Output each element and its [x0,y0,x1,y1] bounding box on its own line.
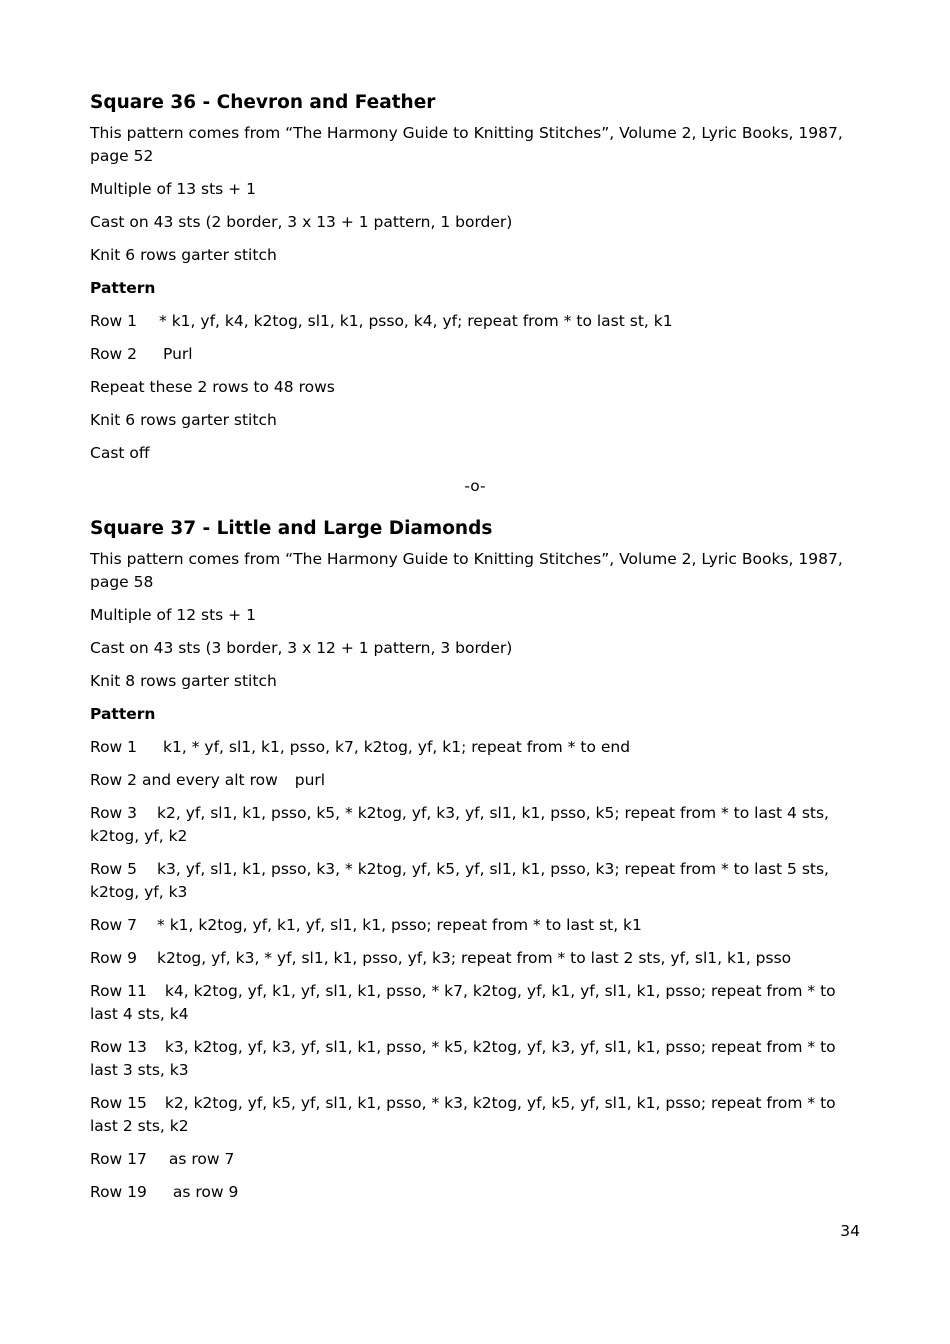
square-37-title: Square 37 - Little and Large Diamonds [90,518,493,539]
square-37-row [90,1092,860,1138]
square-37-row [90,1036,860,1082]
row-label: Row 9 [90,949,138,967]
section-separator: -o- [464,477,486,495]
row-label: Row 11 [90,982,147,1000]
row-text: k2, yf, sl1, k1, psso, k5, * k2tog, yf, k3, yf, sl1, k1, psso, k5; repeat from * to last 4 sts, k2tog, yf, k2 [90,804,829,845]
square-37-pattern-heading: Pattern [90,705,156,723]
square-36-cast-off: Cast off [90,444,150,462]
square-36-multiple: Multiple of 13 sts + 1 [90,180,256,198]
square-36-title: Square 36 - Chevron and Feather [90,92,436,113]
square-36-cast-on: Cast on 43 sts (2 border, 3 x 13 + 1 pattern, 1 border) [90,213,513,231]
row-text: purl [294,771,326,789]
square-37-row [90,769,860,792]
row-text: as row 9 [172,1183,239,1201]
row-text: k2tog, yf, k3, * yf, sl1, k1, psso, yf, k3; repeat from * to last 2 sts, yf, sl1, k1, psso [157,949,792,967]
row-text: k2, k2tog, yf, k5, yf, sl1, k1, psso, * k3, k2tog, yf, k5, yf, sl1, k1, psso; repeat from * to last 2 sts, k2 [90,1094,836,1135]
square-37-row [90,1148,860,1171]
square-37-row [90,1181,860,1204]
row-text: * k1, k2tog, yf, k1, yf, sl1, k1, psso; repeat from * to last st, k1 [157,916,642,934]
square-36-knit-start: Knit 6 rows garter stitch [90,246,277,264]
row-text: k3, yf, sl1, k1, psso, k3, * k2tog, yf, k5, yf, sl1, k1, psso, k3; repeat from * to last 5 sts, k2tog, yf, k3 [90,860,829,901]
row-label: Row 2 [90,345,138,363]
square-36-row [90,310,860,333]
row-text: Purl [163,345,193,363]
document-page [90,88,860,1214]
page-number: 34 [840,1222,860,1240]
row-label: Row 1 [90,738,138,756]
square-37-row [90,736,860,759]
row-text: k4, k2tog, yf, k1, yf, sl1, k1, psso, * k7, k2tog, yf, k1, yf, sl1, k1, psso; repeat from * to last 4 sts, k4 [90,982,836,1023]
square-36-knit-end: Knit 6 rows garter stitch [90,411,277,429]
row-label: Row 13 [90,1038,147,1056]
row-label: Row 19 [90,1183,147,1201]
square-36-source: This pattern comes from “The Harmony Guide to Knitting Stitches”, Volume 2, Lyric Books, 1987, page 52 [90,124,843,165]
row-label: Row 2 and every alt row [90,771,278,789]
row-label: Row 7 [90,916,138,934]
row-label: Row 3 [90,804,138,822]
square-37-row [90,947,860,970]
square-37-row [90,802,860,848]
square-37-knit-start: Knit 8 rows garter stitch [90,672,277,690]
row-text: * k1, yf, k4, k2tog, sl1, k1, psso, k4, yf; repeat from * to last st, k1 [159,312,673,330]
square-37-cast-on: Cast on 43 sts (3 border, 3 x 12 + 1 pattern, 3 border) [90,639,513,657]
square-36-pattern-heading: Pattern [90,279,156,297]
row-text: k1, * yf, sl1, k1, psso, k7, k2tog, yf, k1; repeat from * to end [163,738,631,756]
row-label: Row 15 [90,1094,147,1112]
row-text: k3, k2tog, yf, k3, yf, sl1, k1, psso, * k5, k2tog, yf, k3, yf, sl1, k1, psso; repeat from * to last 3 sts, k3 [90,1038,836,1079]
row-text: as row 7 [168,1150,235,1168]
square-37-row [90,914,860,937]
row-label: Row 1 [90,312,138,330]
square-37-row [90,980,860,1026]
square-36-row [90,343,860,366]
square-37-multiple: Multiple of 12 sts + 1 [90,606,256,624]
row-label: Row 5 [90,860,138,878]
square-37-source: This pattern comes from “The Harmony Guide to Knitting Stitches”, Volume 2, Lyric Books, 1987, page 58 [90,550,843,591]
row-label: Row 17 [90,1150,147,1168]
square-36-repeat: Repeat these 2 rows to 48 rows [90,378,335,396]
square-37-row [90,858,860,904]
